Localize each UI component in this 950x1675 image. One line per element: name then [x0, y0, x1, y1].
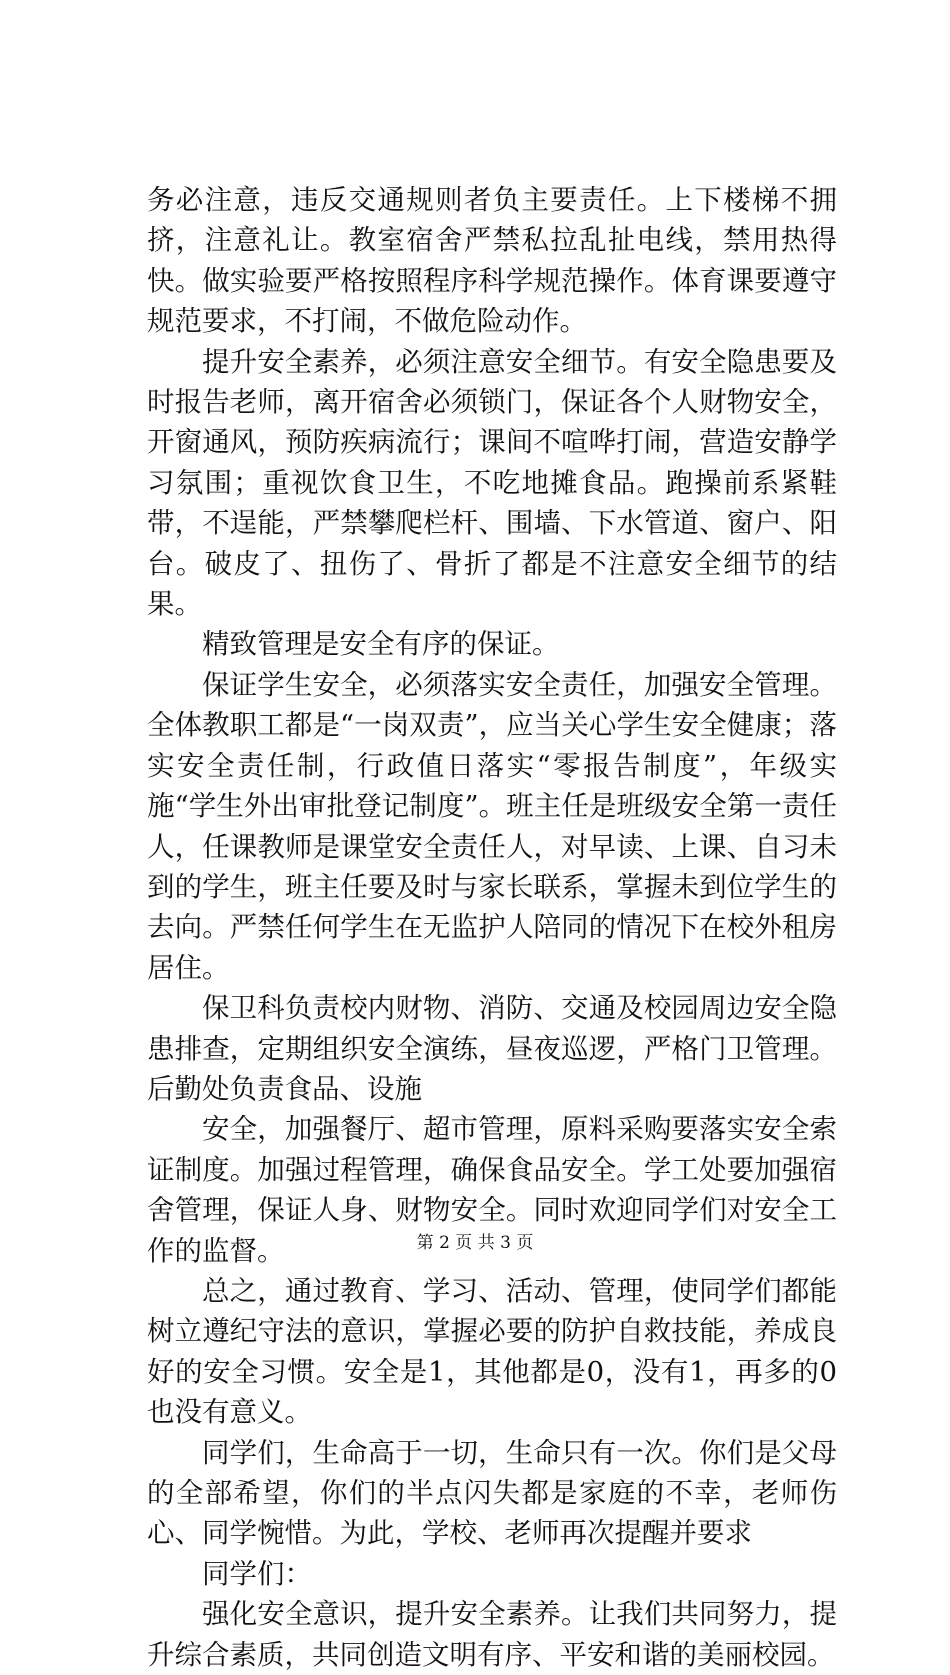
- paragraph-9: 同学们：: [202, 1557, 312, 1590]
- paragraph-7: 总之，通过教育、学习、活动、管理，使同学们都能树立遵纪守法的意识，掌握必要的防护自救技能，养成良好的安全习惯。安全是1，其他都是0，没有1，再多的0也没有意义。: [147, 1274, 837, 1429]
- paragraph-8: 同学们，生命高于一切，生命只有一次。你们是父母的全部希望，你们的半点闪失都是家庭的不幸，老师伤心、同学惋惜。为此，学校、老师再次提醒并要求: [147, 1436, 837, 1550]
- paragraph-5: 保卫科负责校内财物、消防、交通及校园周边安全隐患排查，定期组织安全演练，昼夜巡逻，严格门卫管理。后勤处负责食品、设施: [147, 992, 837, 1105]
- paragraph-4: 保证学生安全，必须落实安全责任，加强安全管理。全体教职工都是“一岗双责”，应当关心学生安全健康；落实安全责任制，行政值日落实“零报告制度”，年级实施“学生外出审批登记制度”。班主任是班级安全第一责任人，任课教师是课堂安全责任人，对早读、上课、自习未到的学生，班主任要及时与家长联系，掌握未到位学生的去向。严禁任何学生在无监护人陪同的情况下在校外租房居住。: [147, 668, 837, 984]
- paragraph-10: 强化安全意识，提升安全素养。让我们共同努力，提升综合素质，共同创造文明有序、平安和谐的美丽校园。: [147, 1598, 837, 1671]
- paragraph-1: 务必注意，违反交通规则者负主要责任。上下楼梯不拥挤，注意礼让。教室宿舍严禁私拉乱扯电线，禁用热得快。做实验要严格按照程序科学规范操作。体育课要遵守规范要求，不打闹，不做危险动作。: [147, 184, 837, 338]
- paragraph-2: 提升安全素养，必须注意安全细节。有安全隐患要及时报告老师，离开宿舍必须锁门，保证各个人财物安全，开窗通风，预防疾病流行；课间不喧哗打闹，营造安静学习氛围；重视饮食卫生，不吃地摊食品。跑操前系紧鞋带，不逞能，严禁攀爬栏杆、围墙、下水管道、窗户、阳台。破皮了、扭伤了、骨折了都是不注意安全细节的结果。: [147, 345, 837, 621]
- paragraph-3: 精致管理是安全有序的保证。: [202, 628, 560, 661]
- page-number-footer: 第 2 页 共 3 页: [416, 1233, 534, 1253]
- paragraph-6: 安全，加强餐厅、超市管理，原料采购要落实安全索证制度。加强过程管理，确保食品安全。学工处要加强宿舍管理，保证人身、财物安全。同时欢迎同学们对安全工作的监督。: [147, 1113, 837, 1267]
- document-body: [147, 180, 837, 1675]
